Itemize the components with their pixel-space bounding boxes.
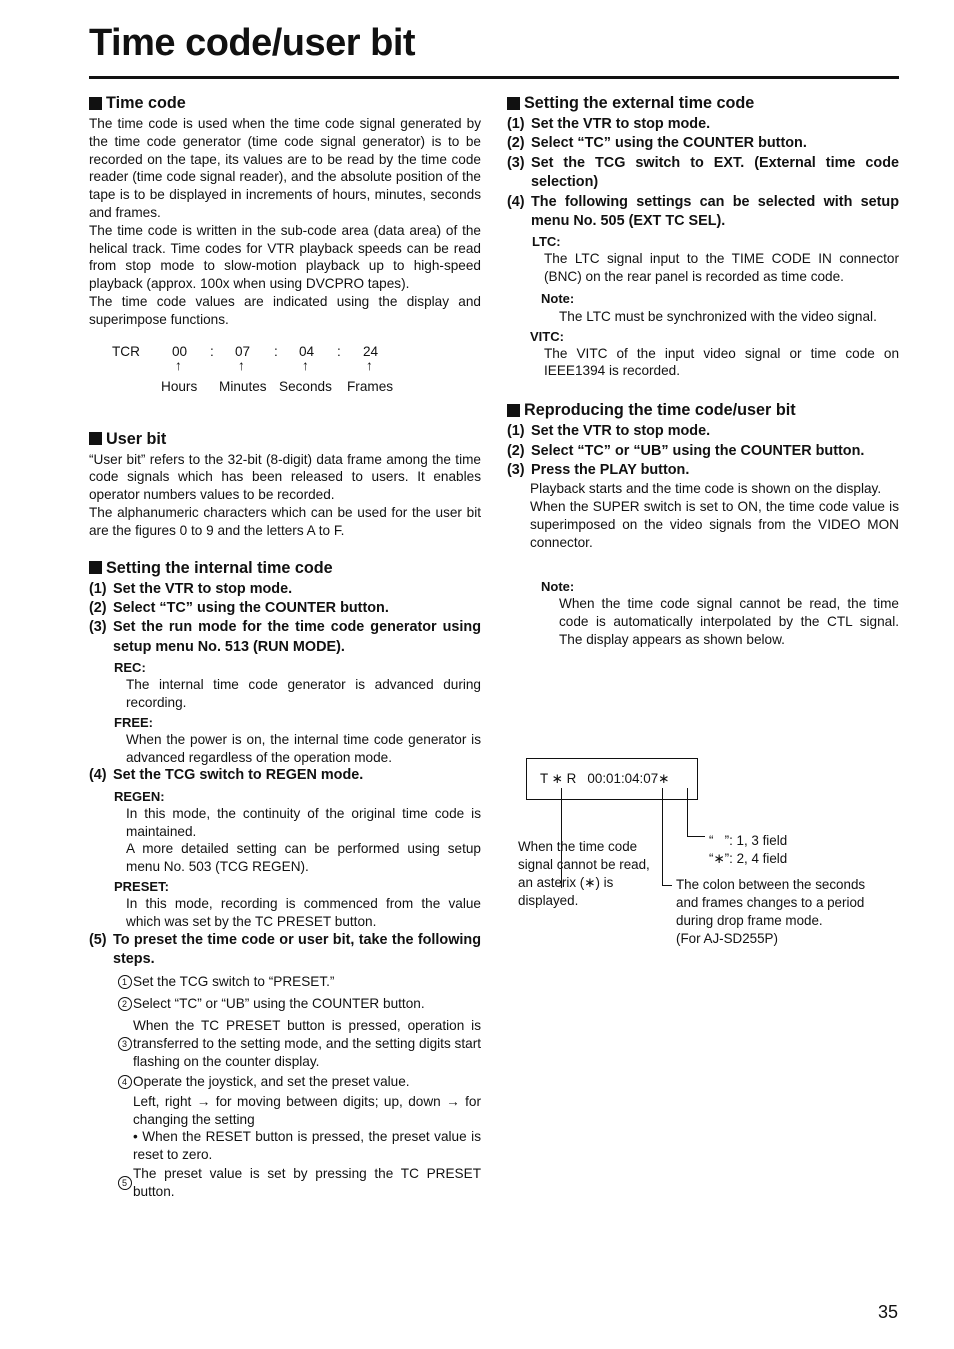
- step-item: (2) Select “TC” or “UB” using the COUNTER button.: [507, 442, 865, 459]
- section-external-tc-heading: Setting the external time code: [507, 93, 899, 113]
- option-label-vitc: VITC:: [530, 328, 564, 344]
- step-item: (2) Select “TC” using the COUNTER button.: [89, 599, 389, 616]
- option-text: In this mode, the continuity of the original time code is maintained.: [126, 805, 481, 839]
- square-bullet-icon: [89, 561, 102, 574]
- sub-step: 1 Set the TCG switch to “PRESET.”: [116, 973, 481, 991]
- tcr-seconds-value: 04: [299, 343, 315, 359]
- counter-display-box: [526, 758, 698, 800]
- section-user-bit-heading: User bit: [89, 429, 481, 449]
- tcr-colon: :: [274, 343, 278, 359]
- option-text: The LTC signal input to the TIME CODE IN connector (BNC) on the rear panel is recorded as time code.: [544, 251, 899, 285]
- circled-number-icon: 2: [118, 997, 132, 1011]
- step-item: (5) To preset the time code or user bit, take the following steps.: [89, 931, 481, 967]
- option-text: In this mode, recording is commenced from the value which was set by the TC PRESET button.: [126, 895, 481, 929]
- up-arrow-icon: ↑: [238, 357, 245, 373]
- page-title: Time code/user bit: [89, 22, 416, 64]
- step-item: (4) Set the TCG switch to REGEN mode.: [89, 767, 364, 784]
- colon-note: The colon between the seconds and frames changes to a period during drop frame mode.: [676, 877, 866, 928]
- paragraph: The alphanumeric characters which can be used for the user bit are the figures 0 to 9 and the letters A to F.: [89, 504, 481, 538]
- sub-step: 4 Operate the joystick, and set the preset value.: [116, 1073, 481, 1091]
- tcr-figure: [89, 343, 481, 413]
- option-label-regen: REGEN:: [114, 788, 165, 804]
- circled-number-icon: 1: [118, 975, 132, 989]
- tcr-frames-value: 24: [363, 343, 379, 359]
- circled-number-icon: 4: [118, 1075, 132, 1089]
- sub-step: 3 When the TC PRESET button is pressed, operation is transferred to the setting mode, and the setting digits start flashing on the counter display.: [116, 1017, 481, 1071]
- step-item: (4) The following settings can be selected with setup menu No. 505 (EXT TC SEL).: [507, 193, 899, 230]
- step-item: (3) Set the run mode for the time code generator using setup menu No. 513 (RUN MODE).: [89, 619, 481, 655]
- note-label: Note:: [541, 578, 575, 594]
- step-item: (1) Set the VTR to stop mode.: [507, 116, 711, 132]
- option-label-preset: PRESET:: [114, 878, 169, 894]
- tcr-colon: :: [337, 343, 341, 359]
- tcr-hours-value: 00: [172, 343, 188, 359]
- sub-step-detail: • When the RESET button is pressed, the preset value is reset to zero.: [133, 1129, 481, 1162]
- callout-line: [687, 788, 688, 836]
- callout-line: [687, 836, 705, 837]
- field-note-2: “∗”: 2, 4 field: [709, 851, 788, 866]
- square-bullet-icon: [507, 404, 520, 417]
- paragraph: When the SUPER switch is set to ON, the time code value is superimposed on the video signals from the VIDEO MON connector.: [530, 499, 899, 550]
- section-reproduce-heading: Reproducing the time code/user bit: [507, 400, 899, 420]
- step-item: (3) Set the TCG switch to EXT. (External time code selection): [507, 154, 899, 191]
- tcr-colon: :: [210, 343, 214, 359]
- sub-step: 2 Select “TC” or “UB” using the COUNTER button.: [116, 995, 481, 1013]
- note-text: When the time code signal cannot be read, the time code is automatically interpolated by the CTL signal. The display appears as shown below.: [559, 596, 899, 648]
- paragraph: The time code is written in the sub-code area (data area) of the helical track. Time codes for VTR playback speeds can be read from stop mode to slow-motion playback up to high-speed playback (approx. 100x when using DVCPRO tapes).: [89, 222, 481, 292]
- title-rule: [89, 76, 899, 79]
- section-internal-tc-heading: Setting the internal time code: [89, 558, 481, 578]
- tcr-label: TCR: [112, 343, 140, 359]
- circled-number-icon: 3: [118, 1037, 132, 1051]
- option-text: When the power is on, the internal time code generator is advanced regardless of the operation mode.: [126, 731, 481, 765]
- paragraph: The time code is used when the time code signal generated by the time code generator (time code signal generator) is to be recorded on the tape, its values are to be read by the time code reader (time code signal reader), and the absolute position of the tape is to be displayed in increments of hours, minutes, seconds and frames.: [89, 116, 481, 220]
- counter-display-diagram: [515, 758, 905, 958]
- step-item: (1) Set the VTR to stop mode.: [89, 580, 293, 597]
- square-bullet-icon: [507, 97, 520, 110]
- sub-step-detail: Left, right → for moving between digits; up, down → for changing the setting: [133, 1094, 481, 1127]
- option-label-free: FREE:: [114, 714, 153, 730]
- square-bullet-icon: [89, 97, 102, 110]
- tcr-minutes-value: 07: [235, 343, 251, 359]
- up-arrow-icon: ↑: [175, 357, 182, 373]
- paragraph: The time code values are indicated using the display and superimpose functions.: [89, 293, 481, 327]
- right-column: [507, 93, 899, 649]
- up-arrow-icon: ↑: [302, 357, 309, 373]
- note-label: Note:: [541, 291, 575, 307]
- tcr-hours-label: Hours: [161, 378, 198, 394]
- up-arrow-icon: ↑: [366, 357, 373, 373]
- step-item: (2) Select “TC” using the COUNTER button.: [507, 135, 807, 152]
- option-text: A more detailed setting can be performed using setup menu No. 503 (TCG REGEN).: [126, 841, 481, 875]
- paragraph: Playback starts and the time code is shown on the display.: [530, 481, 882, 497]
- step-item: (1) Set the VTR to stop mode.: [507, 423, 711, 440]
- tcr-minutes-label: Minutes: [219, 378, 267, 394]
- field-note-1: “ ”: 1, 3 field: [709, 833, 788, 848]
- option-text: The internal time code generator is advanced during recording.: [126, 677, 481, 710]
- option-label-rec: REC:: [114, 660, 146, 676]
- option-text: The VITC of the input video signal or time code on IEEE1394 is recorded.: [544, 345, 899, 379]
- sub-step: 5 The preset value is set by pressing the TC PRESET button.: [116, 1165, 481, 1201]
- page-number: 35: [878, 1302, 899, 1322]
- step-item: (3) Press the PLAY button.: [507, 462, 690, 479]
- asterisk-note: When the time code signal cannot be read, an asterix (∗) is displayed.: [518, 839, 650, 908]
- section-time-code-heading: Time code: [89, 93, 481, 113]
- note-text: The LTC must be synchronized with the video signal.: [559, 308, 877, 324]
- option-label-ltc: LTC:: [532, 234, 561, 250]
- paragraph: “User bit” refers to the 32-bit (8-digit) data frame among the time code signals which has been released to users. It enables operator numbers values to be recorded.: [89, 451, 481, 503]
- model-note: (For AJ-SD255P): [676, 931, 778, 946]
- tcr-seconds-label: Seconds: [279, 378, 332, 394]
- circled-number-icon: 5: [118, 1176, 132, 1190]
- counter-display-text: T ∗ R 00:01:04:07∗: [540, 771, 670, 786]
- left-column: [89, 93, 481, 1201]
- square-bullet-icon: [89, 432, 102, 445]
- tcr-frames-label: Frames: [347, 378, 394, 394]
